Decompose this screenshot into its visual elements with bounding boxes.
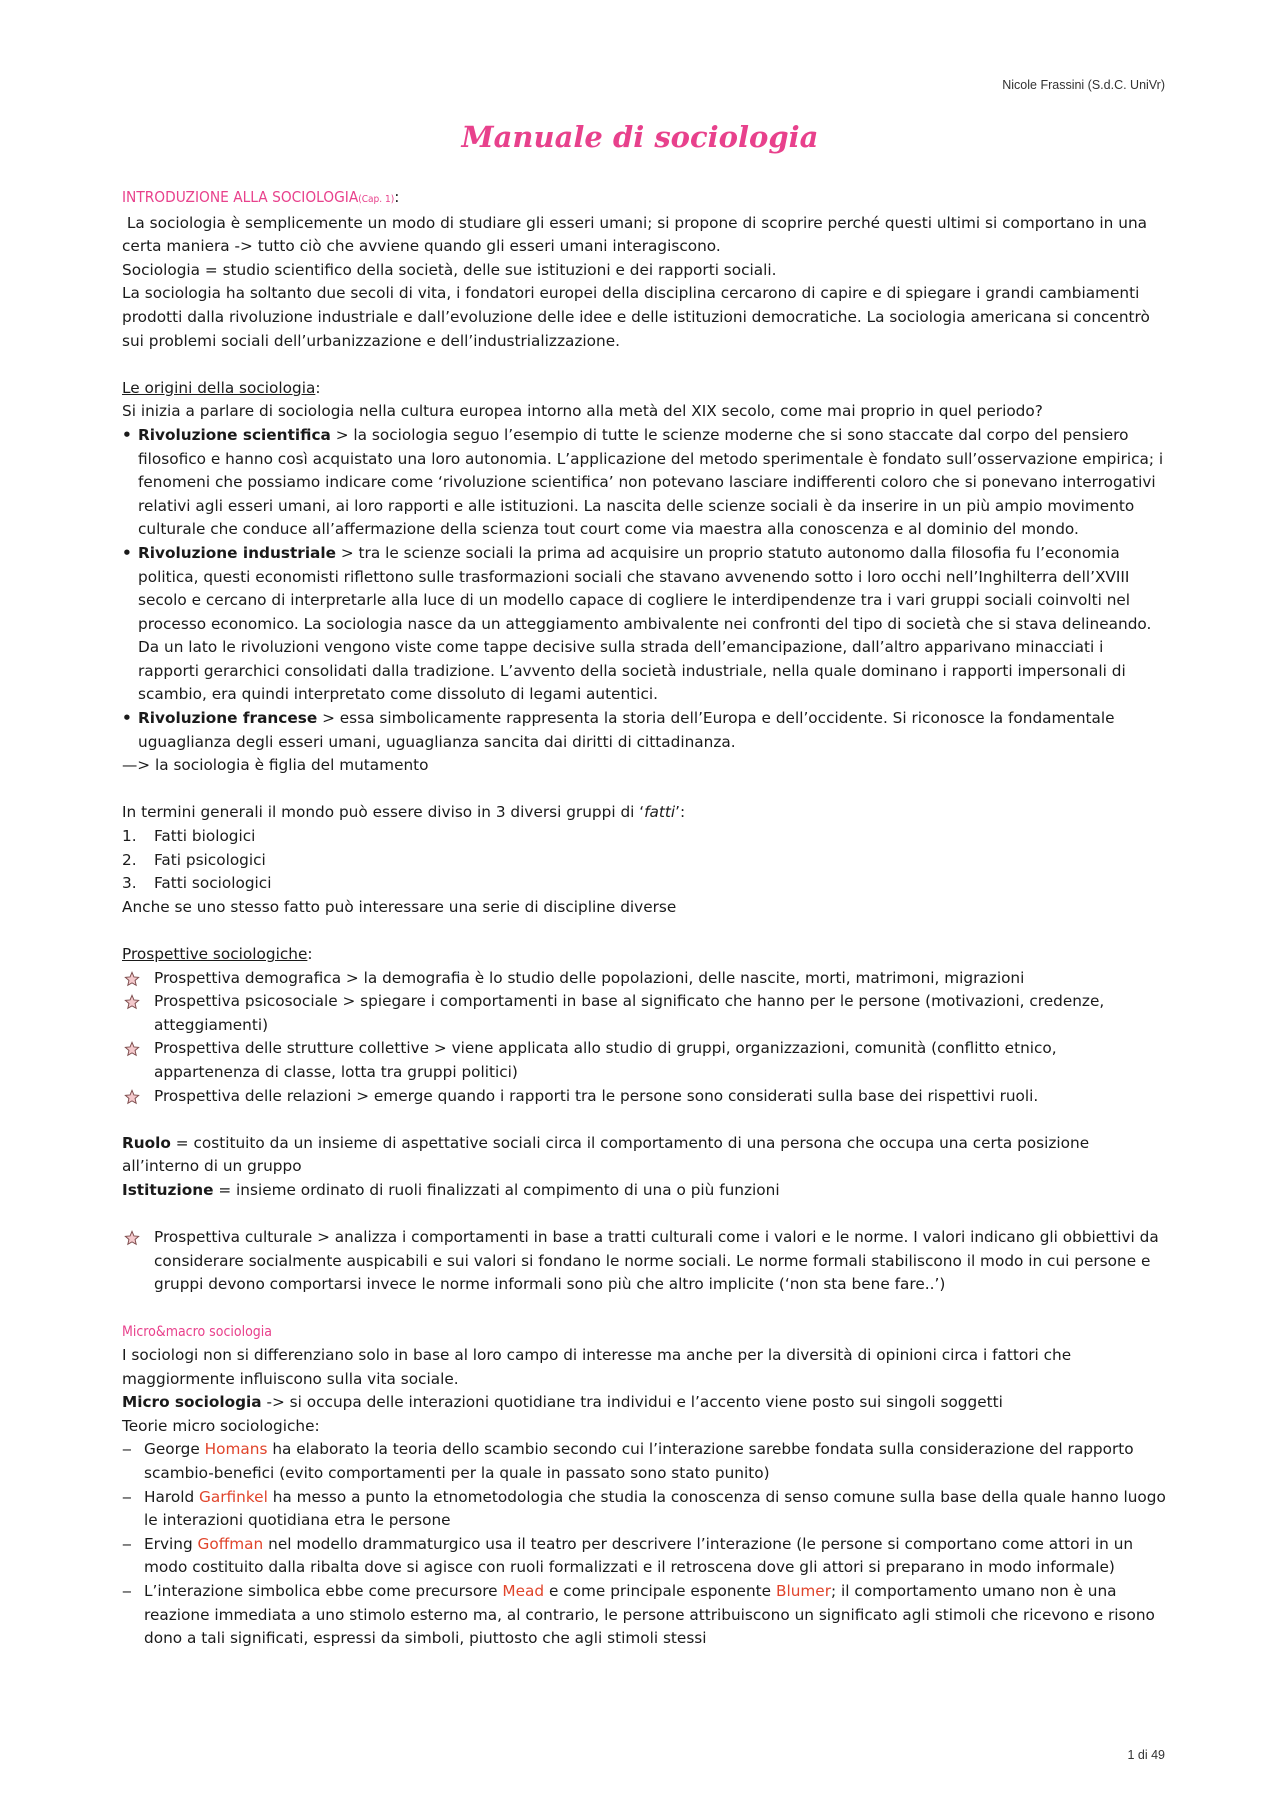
teorie-label: Teorie micro sociologiche: [122,1416,320,1435]
istituzione-definition: Istituzione = insieme ordinato di ruoli finalizzati al compimento di una o più funzioni [122,1180,780,1199]
dash-icon: ‒ [122,1487,132,1506]
star-icon [124,1041,140,1057]
star-icon [124,1089,140,1105]
list-item: Prospettiva psicosociale > spiegare i comportamenti in base al significato che hanno per le persone (motivazioni, credenze, atteggiamenti) [122,990,1167,1037]
list-item: 1. Fatti biologici [122,827,256,846]
intro-paragraph: La sociologia è semplicemente un modo di studiare gli esseri umani; si propone di scoprire perché questi ultimi si comportano in una certa maniera -> tutto ciò che avviene quando gli esseri umani interagiscono. [122,213,1152,256]
star-icon [124,994,140,1010]
list-item: Prospettiva delle relazioni > emerge quando i rapporti tra le persone sono considerati sulla base dei rispettivi ruoli. [122,1085,1167,1109]
origini-conclusion: —> la sociologia è figlia del mutamento [122,756,429,775]
list-item: 3. Fatti sociologici [122,874,272,893]
intro-heading-note: (Cap. 1) [358,194,395,205]
dash-icon: ‒ [122,1440,132,1459]
page-number: 1 di 49 [1127,1748,1165,1762]
prospettive-heading: Prospettive sociologiche [122,945,308,963]
list-item: ‒ Erving Goffman nel modello drammaturgico usa il teatro per descrivere l’interazione (le persone si comportano come attori in un modo costituito dalla ribalta dove si agisce con ruoli formalizzati e il retroscena dove gli attori si preparano in modo informale) [122,1534,1134,1577]
list-item: ‒ L’interazione simbolica ebbe come precursore Mead e come principale esponente Blumer; il comportamento umano non è una reazione immediata a uno stimolo esterno ma, al contrario, le persone attribuiscono un significato agli stimoli che ricevono e risono dono a tali significati, espressi da simboli, piuttosto che agli stimoli stessi [122,1582,1155,1648]
list-item: ‒ Harold Garfinkel ha messo a punto la etnometodologia che studia la conoscenza di senso comune sulla base della quale hanno luogo le interazioni quotidiana etra le persone [122,1487,1166,1530]
intro-heading-line: INTRODUZIONE ALLA SOCIOLOGIA(Cap. 1): [122,188,400,206]
author-header: Nicole Frassini (S.d.C. UniVr) [1002,78,1165,92]
teorie-list [122,1438,1167,1650]
document-title: Manuale di sociologia [461,120,819,154]
list-item: • Rivoluzione industriale > tra le scienze sociali la prima ad acquisire un proprio statuto autonomo dalla filosofia fu l’economia politica, questi economisti riflettono sulle trasformazioni sociali che stavano avvenendo sotto i loro occhi nell’Inghilterra dell’XVIII secolo e cercano di interpretarle alla luce di un modello capace di cogliere le interdipendenze tra i vari gruppi sociali coinvolti nel processo economico. La sociologia nasce da un atteggiamento ambivalente nei confronti del tipo di società che si stava delineando. Da un lato le rivoluzioni vengono viste come tappe decisive sulla strada dell’emancipazione, dall’altro apparivano minacciati i rapporti gerarchici consolidati dalla tradizione. L’avvento della società industriale, nella quale dominano i rapporti impersonali di scambio, era quindi interpretato come dissoluto di legami autentici. [122,543,1152,704]
bullet-icon: • [122,425,132,444]
micro-heading: Micro&macro sociologia [122,1323,272,1340]
origini-heading: Le origini della sociologia [122,378,316,397]
list-item: • Rivoluzione scientifica > la sociologia seguo l’esempio di tutte le scienze moderne che si sono staccate dal corpo del pensiero filosofico e hanno così acquistato una loro autonomia. L’applicazione del metodo sperimentale è fondato sull’osservazione empirica; i fenomeni che possiamo indicare come ‘rivoluzione scientifica’ non potevano lasciare indifferenti coloro che si ponevano interrogativi relativi agli esseri umani, ai loro rapporti e alle istituzioni. La nascita delle scienze sociali è da inserire in un più ampio movimento culturale che conduce all’affermazione della scienza tout court come via maestra alla conoscenza e al dominio del mondo. [122,425,1164,539]
dash-icon: ‒ [122,1582,132,1601]
intro-paragraph: La sociologia ha soltanto due secoli di vita, i fondatori europei della disciplina cercarono di capire e di spiegare i grandi cambiamenti prodotti dalla rivoluzione industriale e dall’evoluzione delle idee e delle istituzioni democratiche. La sociologia americana si concentrò sui problemi sociali dell’urbanizzazione e dell’industrializzazione. [122,284,1150,350]
dash-icon: ‒ [122,1534,132,1553]
list-item: Prospettiva culturale > analizza i comportamenti in base a tratti culturali come i valori e le norme. I valori indicano gli obbiettivi da considerare socialmente auspicabili e sui valori si fondano le norme sociali. Le norme formali stabiliscono il modo in cui persone e gruppi devono comportarsi invece le norme informali sono più che altro implicite (‘non sta bene fare..’) [122,1226,1167,1297]
list-item: Prospettiva demografica > la demografia è lo studio delle popolazioni, delle nascite, morti, matrimoni, migrazioni [122,967,1167,991]
ruolo-definition: Ruolo = costituito da un insieme di aspettative sociali circa il comportamento di una persona che occupa una certa posizione all’interno di un gruppo [122,1133,1090,1176]
bullet-icon: • [122,709,132,728]
star-icon [124,971,140,987]
prospettiva-culturale-list [122,1226,1167,1297]
fatti-intro: In termini generali il mondo può essere diviso in 3 diversi gruppi di ‘fatti’: [122,803,686,822]
list-item: Prospettiva delle strutture collettive > viene applicata allo studio di gruppi, organizzazioni, comunità (conflitto etnico, appartenenza di classe, lotta tra gruppi politici) [122,1037,1167,1084]
micro-paragraph: I sociologi non si differenziano solo in base al loro campo di interesse ma anche per la diversità di opinioni circa i fattori che maggiormente influiscono sulla vita sociale. [122,1346,1072,1388]
prospettive-list [122,967,1167,1109]
origini-list [122,424,1167,754]
origini-question: Si inizia a parlare di sociologia nella cultura europea intorno alla metà del XIX secolo, come mai proprio in quel periodo? [122,402,1043,421]
bullet-icon: • [122,543,132,562]
list-item: ‒ George Homans ha elaborato la teoria dello scambio secondo cui l’interazione sarebbe fondata sulla considerazione del rapporto scambio-benefici (evito comportamenti per la quale in passato sono stato punito) [122,1440,1134,1483]
origini-heading-line: Le origini della sociologia: [122,378,321,397]
document-body [122,186,1167,1651]
prospettive-heading-line: Prospettive sociologiche: [122,945,313,963]
intro-paragraph: Sociologia = studio scientifico della società, delle sue istituzioni e dei rapporti sociali. [122,260,777,279]
list-item: • Rivoluzione francese > essa simbolicamente rappresenta la storia dell’Europa e dell’occidente. Si riconosce la fondamentale uguaglianza degli esseri umani, uguaglianza sancita dai diritti di cittadinanza. [122,709,1115,751]
micro-definition: Micro sociologia -> si occupa delle interazioni quotidiane tra individui e l’accento viene posto sui singoli soggetti [122,1393,1003,1412]
list-item: 2. Fati psicologici [122,850,266,869]
fatti-note: Anche se uno stesso fatto può interessare una serie di discipline diverse [122,897,677,916]
star-icon [124,1230,140,1246]
intro-heading: INTRODUZIONE ALLA SOCIOLOGIA [122,188,359,206]
fatti-list [122,825,1167,896]
